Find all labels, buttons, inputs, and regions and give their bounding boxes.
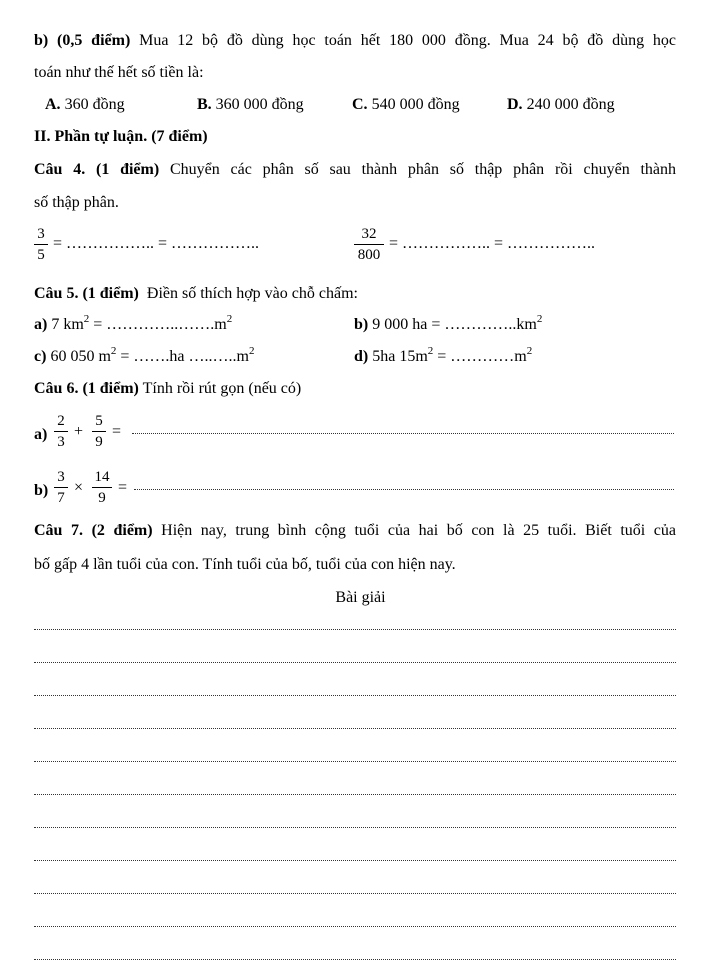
q6-a-key: a) (34, 426, 48, 443)
q3b-option-a[interactable]: A. 360 đồng (45, 96, 125, 113)
q7-line1: Câu 7. (2 điểm) Hiện nay, trung bình cộng tuổi của hai bố con là 25 tuổi. Biết tuổi của (34, 522, 676, 539)
q3b-text-1: Mua 12 bộ đồ dùng học toán hết 180 000 đồng. Mua 24 bộ đồ dùng học (139, 32, 677, 49)
q7-line2: bố gấp 4 lần tuổi của con. Tính tuổi của bố, tuổi của con hiện nay. (34, 556, 456, 573)
q6-b-fraction-2: $\frac{14}{9}$ (92, 468, 112, 507)
q6-b-key: b) (34, 482, 49, 499)
q6-a-fraction-1: $\frac{2}{3}$ (54, 412, 68, 451)
q5-line: Câu 5. (1 điểm) Điền số thích hợp vào chỗ chấm: (34, 285, 358, 302)
answer-line[interactable] (34, 959, 676, 960)
q6-b-answer-line[interactable] (134, 489, 674, 490)
q3b-option-c[interactable]: C. 540 000 đồng (352, 96, 460, 113)
q3b-option-d[interactable]: D. 240 000 đồng (507, 96, 615, 113)
answer-line[interactable] (34, 761, 676, 762)
q5-item-b[interactable]: b) 9 000 ha = $\dots\dots\dots\dots..km^2$ (354, 313, 543, 333)
q6-b-equals: = (118, 479, 128, 496)
q4-line2: số thập phân. (34, 194, 119, 211)
answer-line[interactable] (34, 794, 676, 795)
answer-line[interactable] (34, 629, 676, 630)
q4-answer-2[interactable]: = …………….. = …………….. (389, 235, 596, 252)
answer-line[interactable] (34, 893, 676, 894)
q3b-option-b[interactable]: B. 360 000 đồng (197, 96, 304, 113)
q6-label: Câu 6. (1 điểm) (34, 380, 139, 397)
q6-line: Câu 6. (1 điểm) Tính rồi rút gọn (nếu có) (34, 380, 302, 397)
answer-line[interactable] (34, 728, 676, 729)
q4-answer-1[interactable]: = …………….. = …………….. (53, 235, 260, 252)
q3b-line2: toán như thế hết số tiền là: (34, 64, 204, 81)
q6-b-operator: × (74, 479, 84, 496)
part2-title: II. Phần tự luận. (7 điểm) (34, 128, 208, 145)
q5-item-d[interactable]: d) 5ha $15m^2$ = $\dots\dots\dots\dots m^2$ (354, 345, 533, 365)
q6-a-fraction-2: $\frac{5}{9}$ (92, 412, 106, 451)
q6-b-fraction-1: $\frac{3}{7}$ (54, 468, 68, 507)
q3b-label: b) (0,5 điểm) (34, 32, 131, 49)
q5-item-a[interactable]: a) 7 $km^2$ = $\dots\dots\dots\dots..\dots\dots.m^2$ (34, 313, 233, 333)
q3b-line1 (34, 31, 676, 51)
q7-label: Câu 7. (2 điểm) (34, 522, 153, 539)
answer-line[interactable] (34, 926, 676, 927)
q6-a-equals: = (112, 423, 122, 440)
q4-label: Câu 4. (1 điểm) (34, 161, 160, 178)
solution-title: Bài giải (335, 589, 386, 606)
q6-a-answer-line[interactable] (132, 433, 674, 434)
answer-line[interactable] (34, 827, 676, 828)
answer-line[interactable] (34, 695, 676, 696)
q5-item-c[interactable]: c) 60 050 $m^2$ = …….ha $\dots..\dots..m^2$ (34, 345, 255, 365)
q4-fraction-2: $\frac{32}{800}$ (354, 225, 384, 264)
answer-line[interactable] (34, 662, 676, 663)
answer-line[interactable] (34, 860, 676, 861)
q4-line1: Câu 4. (1 điểm) Chuyển các phân số sau thành phân số thập phân rồi chuyển thành (34, 161, 677, 178)
q6-a-operator: + (74, 423, 84, 440)
q4-fraction-1: $\frac{3}{5}$ (34, 225, 48, 264)
q5-label: Câu 5. (1 điểm) (34, 285, 139, 302)
